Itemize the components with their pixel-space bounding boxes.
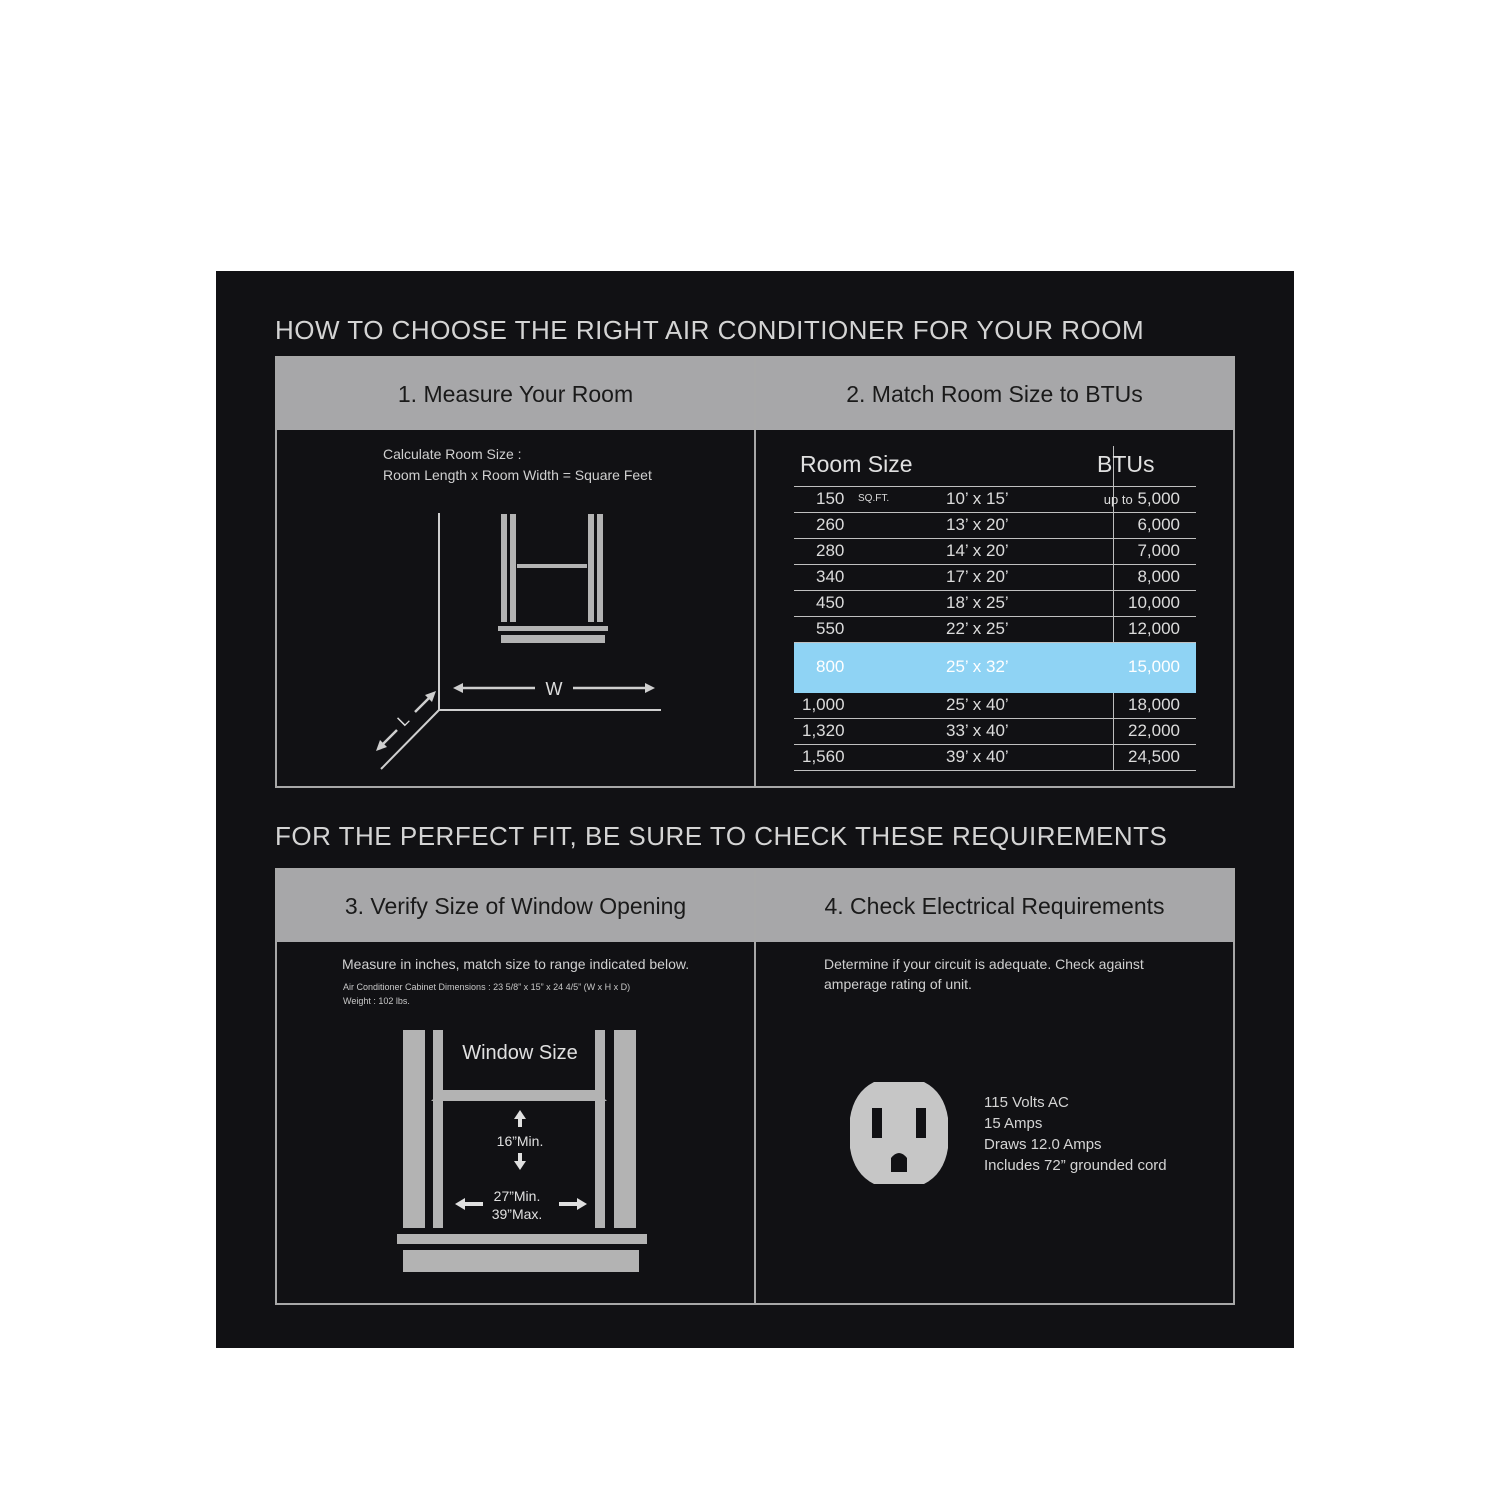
spec-cord: Includes 72” grounded cord — [984, 1157, 1167, 1174]
electrical-instruction-2: amperage rating of unit. — [824, 976, 972, 992]
btu-title — [756, 358, 1233, 430]
table-row — [794, 616, 1196, 643]
room-sqft: 1,320 — [802, 721, 845, 740]
main-heading: HOW TO CHOOSE THE RIGHT AIR CONDITIONER FOR YOUR ROOM — [275, 315, 1145, 345]
btu-prefix: up to — [1103, 492, 1133, 507]
table-row — [794, 744, 1196, 771]
table-row — [794, 538, 1196, 565]
room-dimensions: 22’ x 25’ — [946, 619, 1009, 638]
sqft-unit: SQ.FT. — [858, 493, 890, 504]
btu-value: 8,000 — [1137, 567, 1180, 586]
electrical-instruction-1: Determine if your circuit is adequate. Check against — [824, 956, 1144, 972]
btu-title-text: 2. Match Room Size to BTUs — [846, 380, 1143, 407]
btu-cell — [1104, 489, 1180, 509]
electrical-title-text: 4. Check Electrical Requirements — [824, 892, 1165, 919]
width-label: W — [545, 679, 563, 699]
btu-value: 6,000 — [1137, 515, 1180, 534]
outlet-icon — [844, 1078, 954, 1188]
room-sqft: 260 — [816, 515, 845, 534]
room-sqft: 1,560 — [802, 747, 845, 766]
electrical-specs — [984, 1092, 1167, 1176]
unit-weight: Weight : 102 lbs. — [343, 996, 410, 1006]
room-dimensions: 14’ x 20’ — [946, 541, 1009, 560]
col-room-size: Room Size — [800, 451, 913, 477]
table-row — [794, 692, 1196, 719]
room-diagram — [277, 358, 754, 786]
measure-room-panel — [275, 356, 756, 788]
width-max-label: 39”Max. — [491, 1206, 543, 1222]
btu-value: 7,000 — [1137, 541, 1180, 560]
info-board — [216, 271, 1294, 1348]
table-header — [794, 446, 1196, 487]
room-dimensions: 10’ x 15’ — [946, 489, 1009, 508]
room-sqft: 150 — [816, 489, 845, 508]
spec-voltage: 115 Volts AC — [984, 1094, 1069, 1111]
length-label: L — [394, 711, 413, 730]
spec-draw: Draws 12.0 Amps — [984, 1136, 1102, 1153]
window-size-label: Window Size — [462, 1042, 578, 1064]
btu-value: 24,500 — [1128, 747, 1180, 766]
window-icon — [498, 514, 608, 643]
table-row — [794, 486, 1196, 513]
width-min-label: 27”Min. — [493, 1188, 541, 1204]
calc-label: Calculate Room Size : — [383, 446, 522, 462]
table-row — [794, 564, 1196, 591]
btu-value: 5,000 — [1137, 489, 1180, 508]
table-row — [794, 590, 1196, 617]
btu-value: 18,000 — [1128, 695, 1180, 714]
electrical-title — [756, 870, 1233, 942]
window-frame-icon — [397, 1030, 647, 1272]
spec-amps: 15 Amps — [984, 1115, 1043, 1132]
room-sqft: 1,000 — [802, 695, 845, 714]
room-sqft: 800 — [816, 657, 845, 676]
table-row — [794, 643, 1196, 693]
room-formula: Room Length x Room Width = Square Feet — [383, 467, 652, 483]
room-dimensions: 33’ x 40’ — [946, 721, 1009, 740]
btu-table — [794, 446, 1198, 776]
table-row — [794, 718, 1196, 745]
room-dimensions: 25’ x 32’ — [946, 657, 1009, 676]
btu-value: 10,000 — [1128, 593, 1180, 612]
requirements-heading: FOR THE PERFECT FIT, BE SURE TO CHECK THESE REQUIREMENTS — [275, 821, 1168, 851]
window-panel — [275, 868, 756, 1305]
btu-panel — [754, 356, 1235, 788]
room-sqft: 550 — [816, 619, 845, 638]
measure-room-title-text: 1. Measure Your Room — [397, 380, 634, 407]
btu-value: 22,000 — [1128, 721, 1180, 740]
room-sqft: 280 — [816, 541, 845, 560]
room-dimensions: 25’ x 40’ — [946, 695, 1009, 714]
cabinet-dimensions: Air Conditioner Cabinet Dimensions : 23 5/8” x 15” x 24 4/5” (W x H x D) — [343, 982, 631, 992]
btu-value: 12,000 — [1128, 619, 1180, 638]
electrical-panel — [754, 868, 1235, 1305]
room-dimensions: 17’ x 20’ — [946, 567, 1009, 586]
window-title-text: 3. Verify Size of Window Opening — [344, 892, 687, 919]
col-btus: BTUs — [1097, 451, 1155, 477]
height-min-label: 16”Min. — [496, 1133, 544, 1149]
btu-value: 15,000 — [1128, 657, 1180, 676]
window-diagram — [277, 870, 754, 1303]
room-sqft: 340 — [816, 567, 845, 586]
room-dimensions: 18’ x 25’ — [946, 593, 1009, 612]
table-row — [794, 512, 1196, 539]
room-dimensions: 13’ x 20’ — [946, 515, 1009, 534]
room-sqft: 450 — [816, 593, 845, 612]
room-dimensions: 39’ x 40’ — [946, 747, 1009, 766]
window-instruction: Measure in inches, match size to range indicated below. — [342, 956, 690, 972]
